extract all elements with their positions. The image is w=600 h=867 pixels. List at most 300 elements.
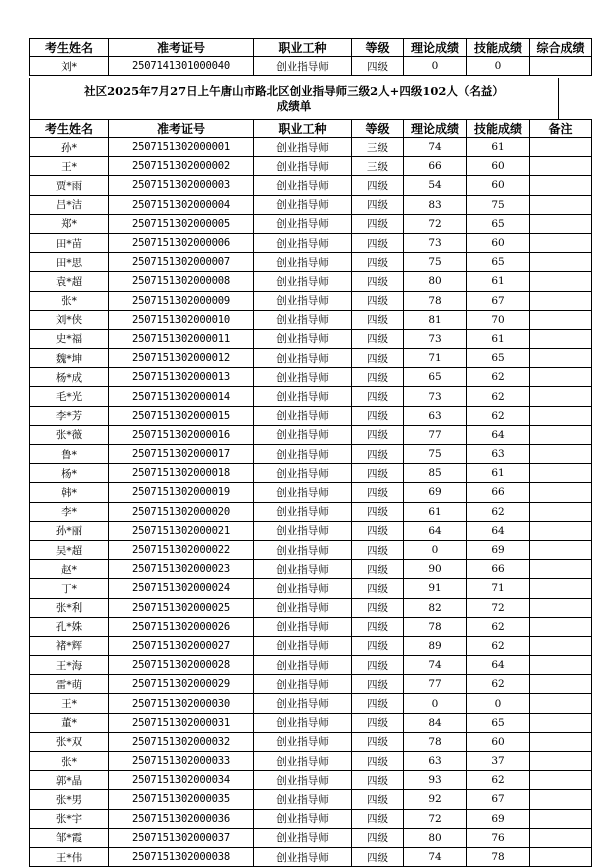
cell-skill: 62 (467, 406, 530, 425)
cell-name: 孙* (30, 138, 109, 157)
cell-skill: 65 (467, 713, 530, 732)
cell-name: 张* (30, 291, 109, 310)
table-row (30, 425, 592, 444)
cell-theory: 75 (404, 253, 467, 272)
cell-id: 2507151302000011 (109, 329, 254, 348)
cell-theory: 78 (404, 291, 467, 310)
table-row (30, 445, 592, 464)
cell-id: 2507151302000007 (109, 253, 254, 272)
cell-name: 刘*侠 (30, 310, 109, 329)
cell-note (530, 752, 592, 771)
cell-skill: 62 (467, 617, 530, 636)
cell-level: 四级 (352, 329, 404, 348)
cell-id: 2507151302000033 (109, 752, 254, 771)
cell-skill: 69 (467, 809, 530, 828)
cell-skill: 61 (467, 329, 530, 348)
cell-skill: 65 (467, 214, 530, 233)
cell-level: 四级 (352, 253, 404, 272)
cell-id: 2507151302000034 (109, 771, 254, 790)
cell-id: 2507151302000035 (109, 790, 254, 809)
cell-name: 史*福 (30, 329, 109, 348)
table-row (30, 329, 592, 348)
cell-theory: 82 (404, 598, 467, 617)
cell-job: 创业指导师 (254, 809, 352, 828)
cell-theory: 74 (404, 138, 467, 157)
cell-note (530, 828, 592, 847)
cell-job: 创业指导师 (254, 272, 352, 291)
cell-id: 2507151302000018 (109, 464, 254, 483)
cell-skill: 61 (467, 464, 530, 483)
cell-id: 2507151302000036 (109, 809, 254, 828)
cell-job: 创业指导师 (254, 310, 352, 329)
cell-skill: 78 (467, 847, 530, 866)
cell-name: 张*利 (30, 598, 109, 617)
table-row (30, 675, 592, 694)
cell-name: 杨* (30, 464, 109, 483)
table-row (30, 253, 592, 272)
cell-job: 创业指导师 (254, 253, 352, 272)
cell-theory: 74 (404, 847, 467, 866)
cell-skill: 61 (467, 138, 530, 157)
table-row (30, 272, 592, 291)
cell-level: 三级 (352, 157, 404, 176)
cell-note (530, 406, 592, 425)
cell-job: 创业指导师 (254, 656, 352, 675)
table-row (30, 598, 592, 617)
cell-skill: 71 (467, 579, 530, 598)
cell-job: 创业指导师 (254, 176, 352, 195)
cell-name: 王*伟 (30, 847, 109, 866)
cell-skill: 60 (467, 732, 530, 751)
cell-job: 创业指导师 (254, 675, 352, 694)
cell-note (530, 540, 592, 559)
table-row (30, 790, 592, 809)
cell-theory: 75 (404, 445, 467, 464)
cell-skill: 75 (467, 195, 530, 214)
cell-level: 四级 (352, 57, 404, 76)
cell-skill: 66 (467, 483, 530, 502)
cell-job: 创业指导师 (254, 349, 352, 368)
cell-skill: 0 (467, 694, 530, 713)
cell-theory: 73 (404, 387, 467, 406)
cell-note (530, 560, 592, 579)
cell-level: 四级 (352, 214, 404, 233)
cell-name: 田*苗 (30, 233, 109, 252)
top-header-row (30, 39, 592, 57)
cell-note (530, 272, 592, 291)
cell-note (530, 233, 592, 252)
title-line-1: 社区2025年7月27日上午唐山市路北区创业指导师三级2人+四级102人（名益） (84, 83, 504, 98)
header-total: 综合成绩 (530, 39, 592, 57)
cell-level: 四级 (352, 752, 404, 771)
cell-id: 2507151302000030 (109, 694, 254, 713)
cell-theory: 92 (404, 790, 467, 809)
cell-id: 2507151302000019 (109, 483, 254, 502)
table-row (30, 809, 592, 828)
cell-id: 2507151302000038 (109, 847, 254, 866)
cell-skill: 72 (467, 598, 530, 617)
cell-theory: 85 (404, 464, 467, 483)
cell-level: 四级 (352, 368, 404, 387)
cell-level: 四级 (352, 387, 404, 406)
cell-note (530, 349, 592, 368)
cell-job: 创业指导师 (254, 828, 352, 847)
cell-theory: 78 (404, 732, 467, 751)
cell-id: 2507151302000025 (109, 598, 254, 617)
cell-total (530, 57, 592, 76)
table-row (30, 828, 592, 847)
cell-id: 2507151302000013 (109, 368, 254, 387)
cell-theory: 63 (404, 752, 467, 771)
cell-note (530, 329, 592, 348)
cell-job: 创业指导师 (254, 138, 352, 157)
cell-level: 四级 (352, 694, 404, 713)
table-row (30, 233, 592, 252)
cell-id: 2507151302000027 (109, 636, 254, 655)
table-row (30, 368, 592, 387)
cell-id: 2507151302000014 (109, 387, 254, 406)
cell-id: 2507151302000004 (109, 195, 254, 214)
cell-theory: 89 (404, 636, 467, 655)
cell-job: 创业指导师 (254, 291, 352, 310)
cell-note (530, 387, 592, 406)
cell-note (530, 598, 592, 617)
header-id: 准考证号 (109, 39, 254, 57)
cell-id: 2507151302000008 (109, 272, 254, 291)
cell-name: 袁*超 (30, 272, 109, 291)
cell-name: 赵* (30, 560, 109, 579)
cell-skill: 64 (467, 656, 530, 675)
header-job: 职业工种 (254, 120, 352, 138)
cell-job: 创业指导师 (254, 464, 352, 483)
cell-id: 2507151302000009 (109, 291, 254, 310)
cell-job: 创业指导师 (254, 713, 352, 732)
cell-theory: 61 (404, 502, 467, 521)
cell-note (530, 483, 592, 502)
cell-level: 四级 (352, 291, 404, 310)
cell-name: 王* (30, 694, 109, 713)
header-id: 准考证号 (109, 120, 254, 138)
cell-job: 创业指导师 (254, 771, 352, 790)
cell-theory: 64 (404, 521, 467, 540)
cell-level: 四级 (352, 828, 404, 847)
cell-job: 创业指导师 (254, 406, 352, 425)
cell-level: 四级 (352, 464, 404, 483)
cell-theory: 77 (404, 425, 467, 444)
cell-skill: 64 (467, 521, 530, 540)
cell-job: 创业指导师 (254, 195, 352, 214)
main-header-row (30, 120, 592, 138)
cell-name: 吕*洁 (30, 195, 109, 214)
table-row (30, 502, 592, 521)
cell-theory: 93 (404, 771, 467, 790)
cell-id: 2507151302000002 (109, 157, 254, 176)
cell-skill: 0 (467, 57, 530, 76)
cell-name: 李*芳 (30, 406, 109, 425)
cell-level: 四级 (352, 425, 404, 444)
table-row (30, 617, 592, 636)
cell-skill: 76 (467, 828, 530, 847)
cell-id: 2507151302000026 (109, 617, 254, 636)
cell-skill: 60 (467, 233, 530, 252)
table-row (30, 157, 592, 176)
cell-name: 郭*晶 (30, 771, 109, 790)
cell-note (530, 847, 592, 866)
table-row (30, 195, 592, 214)
title-line-2: 成绩单 (276, 98, 312, 113)
header-job: 职业工种 (254, 39, 352, 57)
cell-theory: 0 (404, 540, 467, 559)
cell-name: 张* (30, 752, 109, 771)
cell-note (530, 579, 592, 598)
cell-theory: 91 (404, 579, 467, 598)
cell-note (530, 771, 592, 790)
cell-skill: 62 (467, 771, 530, 790)
cell-note (530, 425, 592, 444)
cell-id: 2507151302000017 (109, 445, 254, 464)
cell-theory: 65 (404, 368, 467, 387)
cell-job: 创业指导师 (254, 790, 352, 809)
cell-name: 褚*辉 (30, 636, 109, 655)
cell-job: 创业指导师 (254, 732, 352, 751)
cell-level: 四级 (352, 540, 404, 559)
previous-table-fragment (29, 38, 592, 76)
cell-theory: 72 (404, 809, 467, 828)
cell-name: 鲁* (30, 445, 109, 464)
cell-skill: 62 (467, 368, 530, 387)
cell-note (530, 310, 592, 329)
table-row (30, 540, 592, 559)
cell-note (530, 464, 592, 483)
cell-id: 2507151302000020 (109, 502, 254, 521)
cell-name: 邹*霞 (30, 828, 109, 847)
cell-level: 四级 (352, 790, 404, 809)
cell-id: 2507151302000031 (109, 713, 254, 732)
cell-skill: 62 (467, 636, 530, 655)
cell-theory: 84 (404, 713, 467, 732)
score-rows (30, 138, 592, 867)
cell-skill: 67 (467, 790, 530, 809)
table-row (30, 349, 592, 368)
header-level: 等级 (352, 39, 404, 57)
cell-level: 四级 (352, 636, 404, 655)
cell-job: 创业指导师 (254, 445, 352, 464)
cell-job: 创业指导师 (254, 579, 352, 598)
cell-id: 2507151302000001 (109, 138, 254, 157)
cell-note (530, 675, 592, 694)
cell-level: 四级 (352, 579, 404, 598)
cell-job: 创业指导师 (254, 368, 352, 387)
cell-skill: 69 (467, 540, 530, 559)
table-row (30, 406, 592, 425)
cell-skill: 60 (467, 176, 530, 195)
header-theory: 理论成绩 (404, 39, 467, 57)
cell-note (530, 502, 592, 521)
table-row (30, 483, 592, 502)
cell-skill: 60 (467, 157, 530, 176)
cell-name: 韩* (30, 483, 109, 502)
cell-theory: 73 (404, 329, 467, 348)
cell-job: 创业指导师 (254, 521, 352, 540)
header-skill: 技能成绩 (467, 120, 530, 138)
cell-id: 2507151302000028 (109, 656, 254, 675)
header-name: 考生姓名 (30, 120, 109, 138)
cell-name: 丁* (30, 579, 109, 598)
table-row (30, 732, 592, 751)
cell-theory: 90 (404, 560, 467, 579)
cell-id: 2507151302000022 (109, 540, 254, 559)
cell-level: 四级 (352, 406, 404, 425)
cell-theory: 54 (404, 176, 467, 195)
cell-level: 四级 (352, 349, 404, 368)
cell-name: 董* (30, 713, 109, 732)
cell-theory: 73 (404, 233, 467, 252)
table-row (30, 847, 592, 866)
cell-name: 张*男 (30, 790, 109, 809)
cell-theory: 69 (404, 483, 467, 502)
cell-level: 四级 (352, 617, 404, 636)
cell-job: 创业指导师 (254, 233, 352, 252)
table-row (30, 176, 592, 195)
cell-id: 2507151302000015 (109, 406, 254, 425)
cell-skill: 65 (467, 253, 530, 272)
header-theory: 理论成绩 (404, 120, 467, 138)
cell-id: 2507151302000006 (109, 233, 254, 252)
cell-skill: 66 (467, 560, 530, 579)
cell-note (530, 617, 592, 636)
cell-name: 李* (30, 502, 109, 521)
cell-job: 创业指导师 (254, 157, 352, 176)
header-level: 等级 (352, 120, 404, 138)
cell-level: 四级 (352, 656, 404, 675)
cell-job: 创业指导师 (254, 598, 352, 617)
cell-id: 2507151302000037 (109, 828, 254, 847)
cell-job: 创业指导师 (254, 425, 352, 444)
table-row (30, 214, 592, 233)
cell-level: 三级 (352, 138, 404, 157)
cell-theory: 0 (404, 57, 467, 76)
cell-theory: 72 (404, 214, 467, 233)
cell-level: 四级 (352, 521, 404, 540)
cell-note (530, 138, 592, 157)
cell-level: 四级 (352, 233, 404, 252)
cell-id: 2507151302000029 (109, 675, 254, 694)
cell-id: 2507151302000024 (109, 579, 254, 598)
cell-name: 张*双 (30, 732, 109, 751)
cell-name: 杨*成 (30, 368, 109, 387)
cell-name: 孙*丽 (30, 521, 109, 540)
cell-note (530, 253, 592, 272)
cell-name: 魏*坤 (30, 349, 109, 368)
cell-job: 创业指导师 (254, 329, 352, 348)
cell-note (530, 694, 592, 713)
cell-level: 四级 (352, 176, 404, 195)
cell-level: 四级 (352, 675, 404, 694)
table-row (30, 752, 592, 771)
cell-theory: 66 (404, 157, 467, 176)
cell-theory: 0 (404, 694, 467, 713)
sheet-title (29, 78, 559, 119)
cell-level: 四级 (352, 598, 404, 617)
cell-theory: 83 (404, 195, 467, 214)
cell-note (530, 368, 592, 387)
cell-job: 创业指导师 (254, 636, 352, 655)
cell-id: 2507151302000023 (109, 560, 254, 579)
cell-level: 四级 (352, 445, 404, 464)
cell-theory: 77 (404, 675, 467, 694)
table-row (30, 310, 592, 329)
cell-level: 四级 (352, 847, 404, 866)
cell-note (530, 713, 592, 732)
cell-skill: 70 (467, 310, 530, 329)
score-table (29, 119, 592, 867)
header-note: 备注 (530, 120, 592, 138)
cell-id: 2507151302000016 (109, 425, 254, 444)
cell-name: 张*宇 (30, 809, 109, 828)
table-row (30, 713, 592, 732)
table-row (30, 521, 592, 540)
table-row (30, 291, 592, 310)
cell-theory: 81 (404, 310, 467, 329)
cell-skill: 63 (467, 445, 530, 464)
cell-name: 郑* (30, 214, 109, 233)
cell-level: 四级 (352, 771, 404, 790)
table-row (30, 560, 592, 579)
cell-note (530, 157, 592, 176)
cell-job: 创业指导师 (254, 57, 352, 76)
cell-skill: 37 (467, 752, 530, 771)
cell-id: 2507141301000040 (109, 57, 254, 76)
cell-level: 四级 (352, 502, 404, 521)
cell-job: 创业指导师 (254, 387, 352, 406)
cell-skill: 64 (467, 425, 530, 444)
cell-level: 四级 (352, 713, 404, 732)
cell-note (530, 214, 592, 233)
cell-note (530, 656, 592, 675)
cell-level: 四级 (352, 809, 404, 828)
cell-theory: 63 (404, 406, 467, 425)
cell-note (530, 195, 592, 214)
cell-skill: 62 (467, 675, 530, 694)
cell-name: 孔*姝 (30, 617, 109, 636)
cell-skill: 61 (467, 272, 530, 291)
cell-name: 张*薇 (30, 425, 109, 444)
cell-job: 创业指导师 (254, 617, 352, 636)
cell-level: 四级 (352, 732, 404, 751)
table-row (30, 387, 592, 406)
cell-skill: 67 (467, 291, 530, 310)
cell-note (530, 176, 592, 195)
cell-id: 2507151302000032 (109, 732, 254, 751)
cell-level: 四级 (352, 195, 404, 214)
table-row (30, 656, 592, 675)
cell-name: 雷*萌 (30, 675, 109, 694)
cell-name: 贾*雨 (30, 176, 109, 195)
table-row (30, 138, 592, 157)
cell-note (530, 445, 592, 464)
cell-theory: 80 (404, 828, 467, 847)
cell-note (530, 291, 592, 310)
table-row (30, 57, 592, 76)
cell-job: 创业指导师 (254, 483, 352, 502)
cell-name: 田*思 (30, 253, 109, 272)
cell-level: 四级 (352, 310, 404, 329)
table-row (30, 464, 592, 483)
cell-theory: 78 (404, 617, 467, 636)
header-skill: 技能成绩 (467, 39, 530, 57)
cell-skill: 62 (467, 387, 530, 406)
cell-level: 四级 (352, 483, 404, 502)
